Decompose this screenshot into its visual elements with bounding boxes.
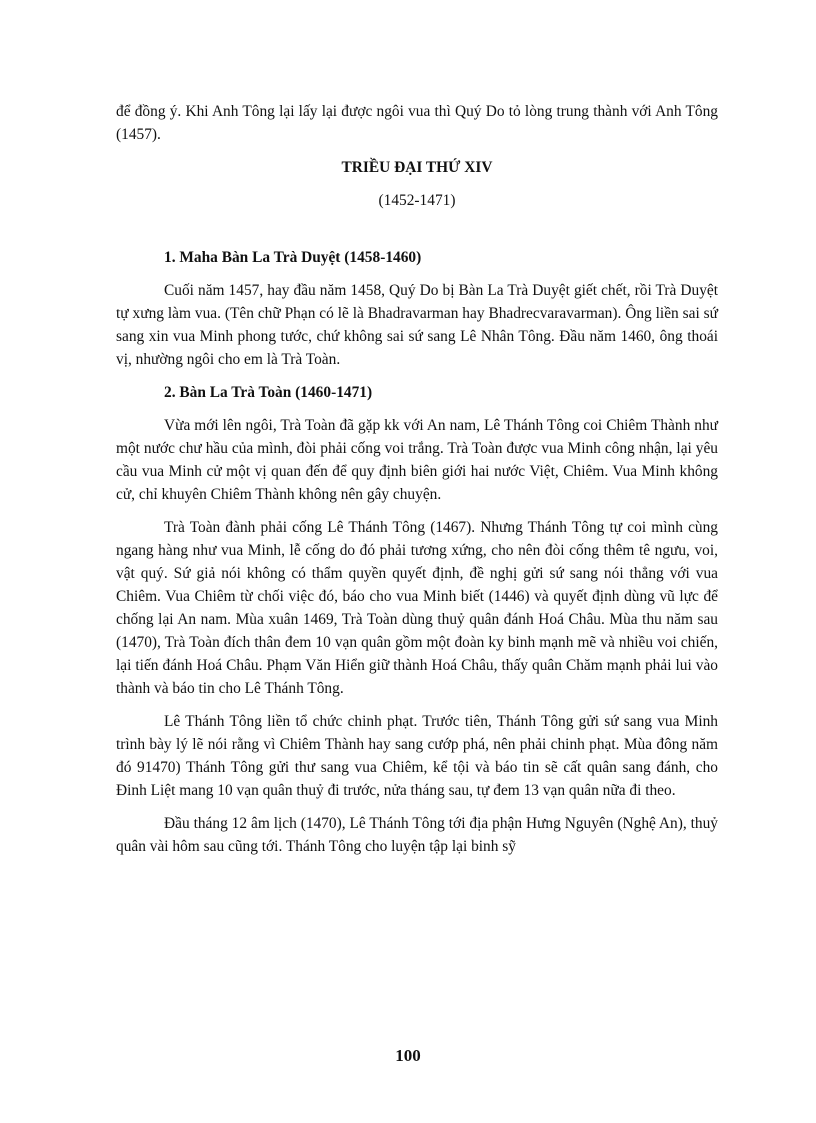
paragraph-tra-toan-4: Đầu tháng 12 âm lịch (1470), Lê Thánh Tông tới địa phận Hưng Nguyên (Nghệ An), thuỷ quân vài hôm sau cũng tới. Thánh Tông cho luyện tập lại binh sỹ: [116, 815, 718, 855]
paragraph-tra-toan-3: Lê Thánh Tông liền tổ chức chinh phạt. Trước tiên, Thánh Tông gửi sứ sang vua Minh trình bày lý lẽ nói rằng vì Chiêm Thành hay sang cướp phá, nên phải chinh phạt. Mùa đông năm đó 91470) Thánh Tông gửi thư sang vua Chiêm, kể tội và báo tin sẽ cất quân sang đánh, cho Đinh Liệt mang 10 vạn quân thuỷ đi trước, nửa tháng sau, tự đem 13 vạn quân nữa đi theo.: [116, 713, 718, 799]
chapter-years: (1452-1471): [378, 192, 456, 209]
chapter-title: TRIỀU ĐẠI THỨ XIV: [341, 159, 493, 176]
page-number: 100: [395, 1046, 421, 1065]
paragraph-tra-toan-1: Vừa mới lên ngôi, Trà Toàn đã gặp kk với An nam, Lê Thánh Tông coi Chiêm Thành như một nước chư hầu của mình, đòi phải cống voi trắng. Trà Toàn được vua Minh công nhận, lại yêu cầu vua Minh cử một vị quan đến để quy định biên giới hai nước Việt, Chiêm. Vua Minh không cử, chỉ khuyên Chiêm Thành không nên gây chuyện.: [116, 417, 718, 503]
document-page: [116, 100, 718, 868]
paragraph-intro: để đồng ý. Khi Anh Tông lại lấy lại được ngôi vua thì Quý Do tỏ lòng trung thành với Anh Tông (1457).: [116, 103, 718, 143]
paragraph-tra-duyet: Cuối năm 1457, hay đầu năm 1458, Quý Do bị Bàn La Trà Duyệt giết chết, rồi Trà Duyệt tự xưng làm vua. (Tên chữ Phạn có lẽ là Bhadravarman hay Bhadrecvaravarman). Ông liền sai sứ sang xin vua Minh phong tước, chứ không sai sứ sang Lê Nhân Tông. Đầu năm 1460, ông thoái vị, nhường ngôi cho em là Trà Toàn.: [116, 282, 718, 368]
section-heading-2: 2. Bàn La Trà Toàn (1460-1471): [164, 384, 373, 401]
section-heading-1: 1. Maha Bàn La Trà Duyệt (1458-1460): [164, 249, 422, 266]
paragraph-tra-toan-2: Trà Toàn đành phải cống Lê Thánh Tông (1467). Nhưng Thánh Tông tự coi mình cùng ngang hàng như vua Minh, lễ cống do đó phải tương xứng, cho nên đòi cống thêm tê ngưu, voi, vật quý. Sứ giả nói không có thẩm quyền quyết định, đề nghị gửi sứ sang nói thẳng với vua Chiêm. Vua Chiêm từ chối việc đó, báo cho vua Minh biết (1446) và quyết định dùng vũ lực để chống lại An nam. Mùa xuân 1469, Trà Toàn dùng thuỷ quân đánh Hoá Châu. Mùa thu năm sau (1470), Trà Toàn đích thân đem 10 vạn quân gồm một đoàn ky binh mạnh mẽ và nhiều voi chiến, lại tiến đánh Hoá Châu. Phạm Văn Hiển giữ thành Hoá Châu, thấy quân Chăm mạnh phải lui vào thành và báo tin cho Lê Thánh Tông.: [116, 519, 718, 697]
